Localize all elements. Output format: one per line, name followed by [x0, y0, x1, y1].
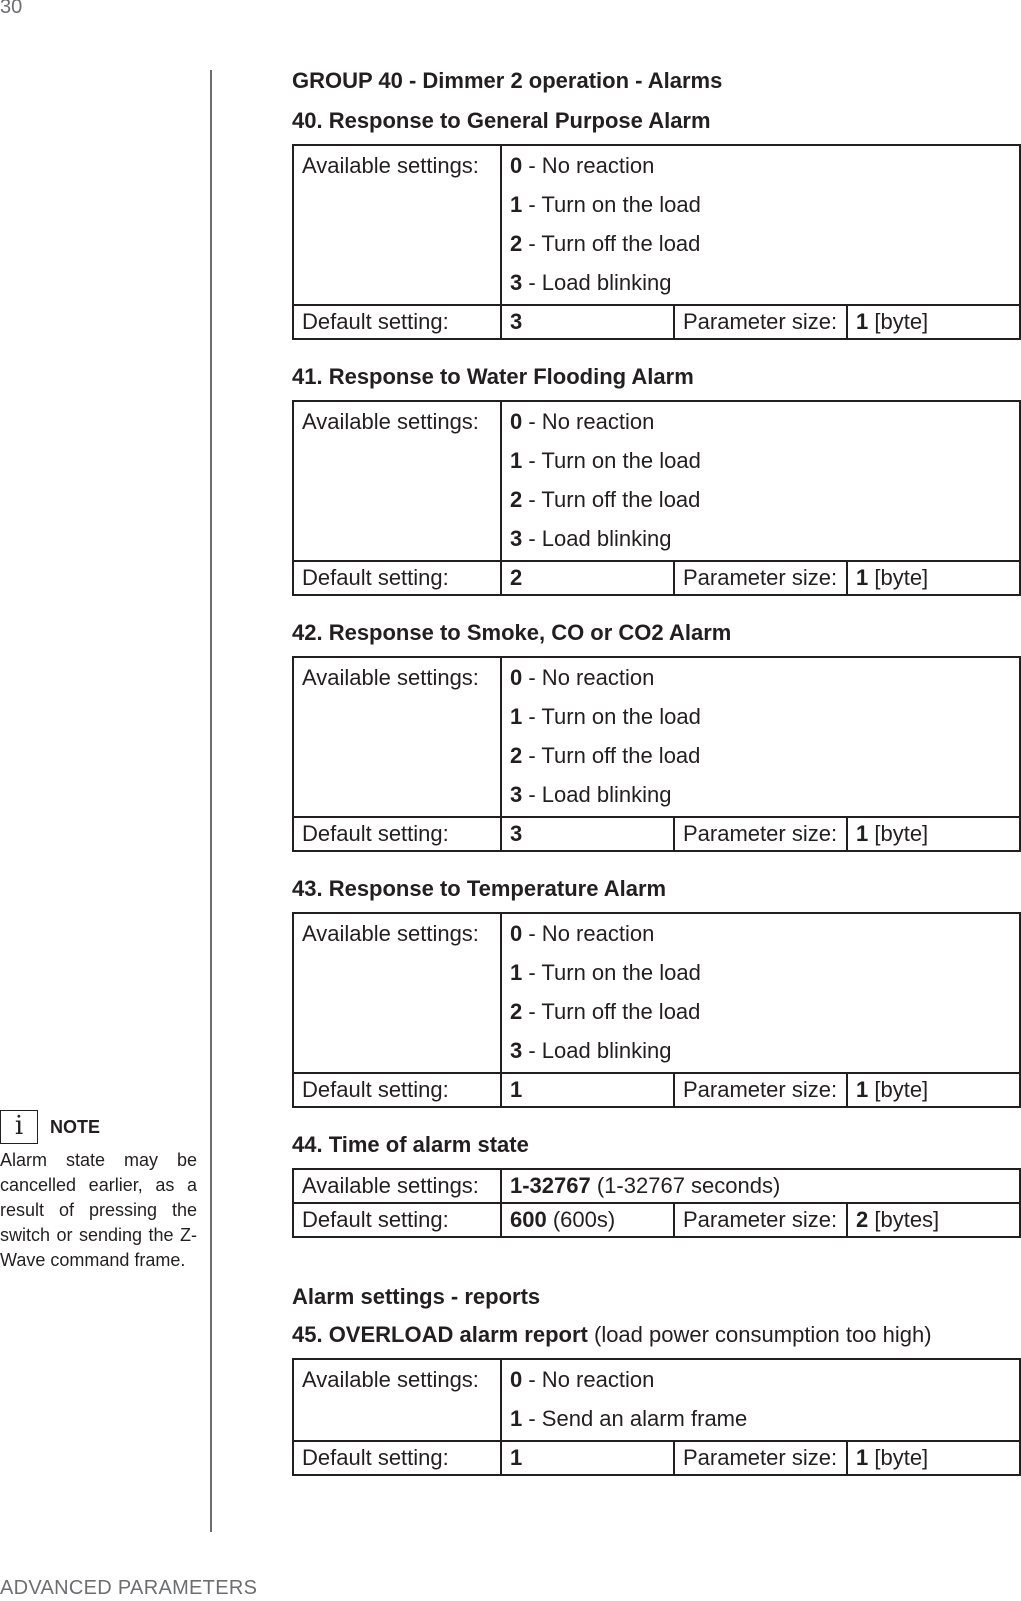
option: 2 - Turn off the load — [510, 487, 701, 512]
parameter-title: 45. OVERLOAD alarm report (load power consumption too high) — [292, 1322, 932, 1347]
option: 0 - No reaction — [510, 409, 655, 434]
available-label: Available settings: — [293, 913, 501, 1073]
default-value: 3 — [501, 817, 674, 851]
param-size-value: 2 [bytes] — [847, 1203, 1020, 1237]
option: 2 - Turn off the load — [510, 999, 701, 1024]
available-value: 1-32767 (1-32767 seconds) — [501, 1169, 1020, 1203]
param-size-value: 1 [byte] — [847, 561, 1020, 595]
param-size-label: Parameter size: — [674, 1441, 847, 1475]
default-row — [293, 561, 1020, 595]
param-size-label: Parameter size: — [674, 561, 847, 595]
available-options — [501, 401, 1020, 561]
param-size-label: Parameter size: — [674, 305, 847, 339]
parameter-42 — [292, 618, 1021, 852]
reports-section-title: Alarm settings - reports — [292, 1284, 541, 1309]
param-size-value: 1 [byte] — [847, 817, 1020, 851]
default-label: Default setting: — [293, 1441, 501, 1475]
default-label: Default setting: — [293, 1073, 501, 1107]
note-title: NOTE — [50, 1116, 101, 1137]
parameter-table — [292, 1358, 1021, 1476]
parameter-43 — [292, 874, 1021, 1108]
parameter-table — [292, 400, 1021, 596]
parameter-table — [292, 656, 1021, 852]
available-label: Available settings: — [293, 401, 501, 561]
parameter-title: 40. Response to General Purpose Alarm — [292, 108, 711, 133]
option: 0 - No reaction — [510, 921, 655, 946]
default-label: Default setting: — [293, 305, 501, 339]
main-content — [292, 66, 1021, 1498]
option: 1 - Turn on the load — [510, 448, 701, 473]
available-row — [293, 145, 1020, 305]
note-header — [0, 1110, 197, 1144]
available-row — [293, 1359, 1020, 1441]
option: 1 - Send an alarm frame — [510, 1406, 748, 1431]
section-footer: ADVANCED PARAMETERS — [0, 1577, 258, 1599]
default-row — [293, 1073, 1020, 1107]
option: 2 - Turn off the load — [510, 743, 701, 768]
parameter-41 — [292, 362, 1021, 596]
param-size-value: 1 [byte] — [847, 1441, 1020, 1475]
default-label: Default setting: — [293, 1203, 501, 1237]
note-box — [0, 1110, 197, 1273]
margin-divider — [210, 70, 212, 1532]
option: 1 - Turn on the load — [510, 192, 701, 217]
default-label: Default setting: — [293, 817, 501, 851]
option: 2 - Turn off the load — [510, 231, 701, 256]
param-size-label: Parameter size: — [674, 1073, 847, 1107]
available-options — [501, 1359, 1020, 1441]
option: 3 - Load blinking — [510, 1038, 672, 1063]
group-title: GROUP 40 - Dimmer 2 operation - Alarms — [292, 68, 723, 93]
note-text: Alarm state may be cancelled earlier, as a result of pressing the switch or sending the Z-Wave command frame. — [0, 1150, 197, 1270]
available-label: Available settings: — [293, 1359, 501, 1441]
available-row — [293, 913, 1020, 1073]
option: 3 - Load blinking — [510, 526, 672, 551]
available-label: Available settings: — [293, 1169, 501, 1203]
parameter-title: 42. Response to Smoke, CO or CO2 Alarm — [292, 620, 732, 645]
available-label: Available settings: — [293, 657, 501, 817]
parameter-table — [292, 144, 1021, 340]
option: 0 - No reaction — [510, 1367, 655, 1392]
option: 3 - Load blinking — [510, 270, 672, 295]
default-row — [293, 817, 1020, 851]
available-options — [501, 657, 1020, 817]
parameter-table — [292, 912, 1021, 1108]
available-row — [293, 657, 1020, 817]
available-options — [501, 913, 1020, 1073]
parameter-title: 41. Response to Water Flooding Alarm — [292, 364, 694, 389]
available-row — [293, 1169, 1020, 1203]
parameter-table — [292, 1168, 1021, 1238]
parameter-45 — [292, 1320, 1021, 1476]
default-value: 3 — [501, 305, 674, 339]
default-label: Default setting: — [293, 561, 501, 595]
option: 3 - Load blinking — [510, 782, 672, 807]
param-size-value: 1 [byte] — [847, 305, 1020, 339]
parameter-40 — [292, 106, 1021, 340]
default-value: 1 — [501, 1441, 674, 1475]
default-row — [293, 305, 1020, 339]
option: 0 - No reaction — [510, 665, 655, 690]
default-value: 1 — [501, 1073, 674, 1107]
param-size-label: Parameter size: — [674, 817, 847, 851]
page-number: 30 — [0, 0, 23, 18]
param-size-label: Parameter size: — [674, 1203, 847, 1237]
parameter-title: 43. Response to Temperature Alarm — [292, 876, 667, 901]
param-size-value: 1 [byte] — [847, 1073, 1020, 1107]
parameter-title: 44. Time of alarm state — [292, 1132, 529, 1157]
default-row — [293, 1441, 1020, 1475]
default-row — [293, 1203, 1020, 1237]
available-options — [501, 145, 1020, 305]
available-label: Available settings: — [293, 145, 501, 305]
info-icon: i — [0, 1110, 38, 1144]
default-value: 2 — [501, 561, 674, 595]
parameter-44 — [292, 1130, 1021, 1238]
default-value: 600 (600s) — [501, 1203, 674, 1237]
option: 0 - No reaction — [510, 153, 655, 178]
option: 1 - Turn on the load — [510, 960, 701, 985]
option: 1 - Turn on the load — [510, 704, 701, 729]
available-row — [293, 401, 1020, 561]
